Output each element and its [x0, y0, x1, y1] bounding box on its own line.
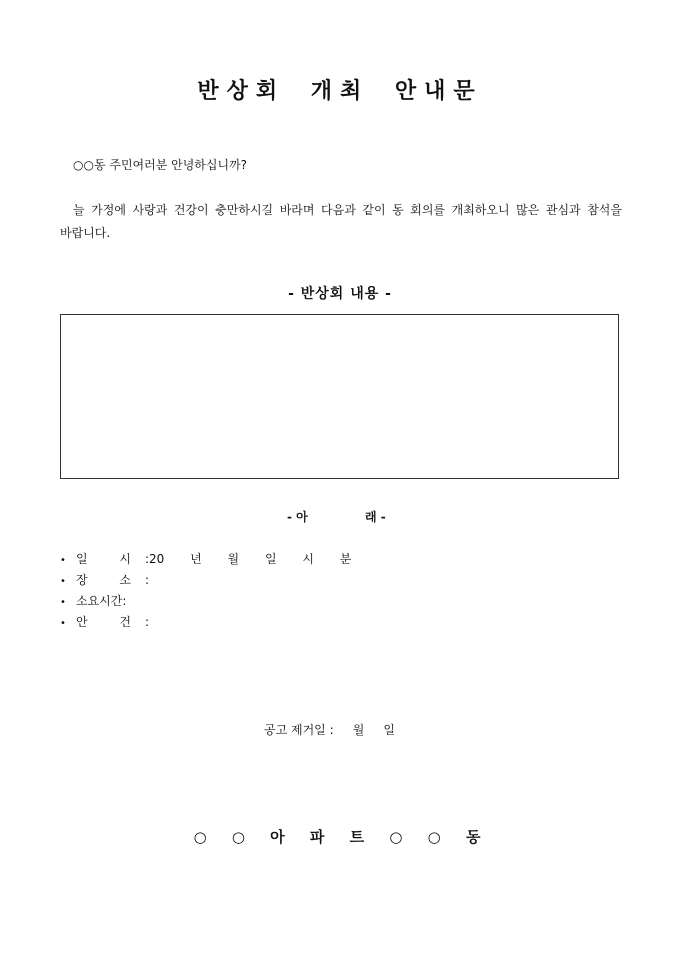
detail-separator: :	[145, 615, 150, 629]
detail-item-place	[60, 570, 351, 591]
detail-label: 장 소	[76, 573, 145, 587]
detail-label: 소요시간	[76, 594, 123, 608]
bullet-icon: •	[60, 555, 66, 566]
detail-item-agenda	[60, 612, 351, 633]
bullet-icon: •	[60, 618, 66, 629]
bullet-icon: •	[60, 597, 66, 608]
issuer-organization: ○ ○ 아 파 트 ○ ○ 동	[193, 828, 487, 846]
detail-item-datetime	[60, 549, 351, 570]
detail-separator: :	[122, 594, 127, 608]
below-heading-left: - 아	[287, 510, 308, 524]
section-title: - 반상회 내용 -	[288, 286, 392, 302]
detail-label: 일 시	[76, 552, 145, 566]
detail-separator: :	[145, 552, 150, 566]
document-title: 반상회 개최 안내문	[197, 78, 483, 104]
bullet-icon: •	[60, 576, 66, 587]
greeting-text: ○○동 주민여러분 안녕하십니까?	[73, 158, 248, 172]
detail-separator: :	[145, 573, 150, 587]
below-heading-right: 래 -	[365, 510, 386, 524]
detail-value: 20 년 월 일 시 분	[149, 552, 352, 566]
meeting-content-box[interactable]	[60, 314, 619, 479]
body-paragraph: 늘 가정에 사랑과 건강이 충만하시길 바라며 다음과 같이 동 회의를 개최하오니 많은 관심과 참석을 바랍니다.	[60, 203, 622, 240]
detail-item-duration	[60, 591, 351, 612]
notice-removal-date: 공고 제거일 : 월 일	[264, 723, 395, 737]
detail-list	[60, 549, 351, 633]
detail-label: 안 건	[76, 615, 145, 629]
